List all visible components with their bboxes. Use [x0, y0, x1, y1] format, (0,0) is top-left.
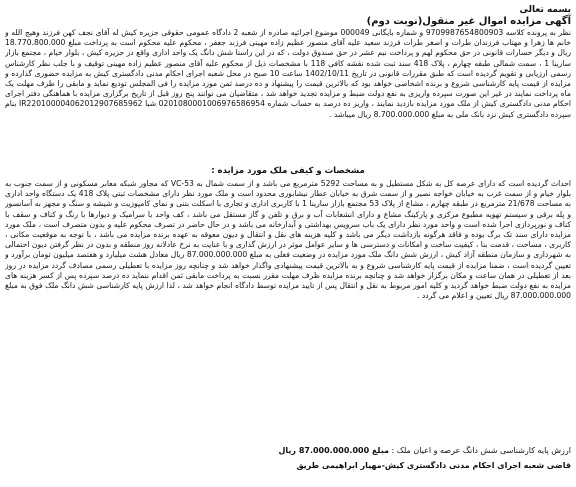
notice-paragraph-1: نظر به پرونده کلاسه 9709987654800903 و شماره بایگانی 000049 موضوع اجرائیه صادره از شعبه 2 دادگاه عمومی حقوقی جزیره کیش له آقای نجف کهن فرزند وهیج الله و خانم ها زهرا و مهتاب فرزندان طرات و اصغر طرات فرزند سعید علیه آقای منصور عظیم زاده مهینی فرزند جعفر ، محکوم علیه محکوم است به پرداخت مبلغ 18.770.800.000 ریال و دیگر خسارات قانونی در حق محکوم لهم و پرداخت نیم عشر در حق صندوق دولت ، که در این راستا شش دانگ یک واحد اداری واقع در جزیره کیش ، بلوار خیام ، مجتمع بازار سارینا 1 ، سمت شمالی طبقه چهارم ، پلاک 418 سند ثبت شده نقشه کافی 118 با مشخصات ذیل از محکوم علیه آقای منصور عظیم زاده مهینی توقیف و با جلب نظر کارشناس رسمی ارزیابی و تقویم گردیده است که طبق مقررات قانونی در تاریخ 1402/10/11 ساعت 10 صبح در محل شعبه اجرای احکام مدنی دادگستری کیش به مزایده حضوری گذارده و مزایده از قیمت پایه کارشناسی شروع و برنده اشخاصی خواهد بود که بالاترین قیمت را پیشنهاد و ده درصد ثمن مورد مزایده را فی المجلس تودیع نماید و مابقی را ظرف مهلت یک ماه پرداخت نمایند در غیر این صورت سپرده واریزی به نفع دولت ضبط و مزایده تجدید خواهد شد ، متقاضیان می توانند پنج روز قبل از تاریخ برگزاری مزایده با هماهنگی دفتر اجرای احکام مدنی دادگستری کیش از ملک مورد مزایده بازدید نمایند ، واریز ده درصد به حساب شماره 0201080001006976586954 شبا IR220100004062012907685962 بنام سپرده دادگستری کیش نزد بانک ملی به مبلغ 8.700.000.000 ریال میباشد . [5, 28, 571, 119]
property-specs-heading: مشخصات و کیفی ملک مورد مزایده : [211, 166, 365, 176]
notice-paragraph-2: احداث گردیده است که دارای عرصه کل به شکل مستطیل و به مساحت 5292 مترمربع می باشد و از سمت شمال به VC-53 که مجاور شبکه معابر مسکونی و از سمت جنوب به بلوار خیام و از سمت غرب به خیابان خواجه نصیر و از سمت شرق به خیابان عطار نیشابوری محدود است و ملک مورد نظر دارای مشخصات ثبتی پلاک 418 یک دستگاه واحد اداری به مساحت 21/678 مترمربع در طبقه چهارم ، مشاع از پلاک 53 مجتمع بازار سارینا 1 با کاربری اداری و تجاری با اسکلت بتنی و نمای کامپوزیت و شیشه و سنگ و مجهز به آسانسور و پله برقی و سیستم تهویه مطبوع مرکزی و پارکینگ مشاع و دارای انشعابات آب و برق و تلفن و گاز مستقل می باشد ، کف واحد با سرامیک و دیوارها با رنگ و کناف و سقف با کناف و نورپردازی اجرا شده است و واحد مورد نظر دارای یک باب سرویس بهداشتی و آبدارخانه می باشد و در حال حاضر در تصرف محکوم علیه و بدون متصرف است ، ملک مورد مزایده دارای سند تک برگ بوده و فاقد هرگونه بازداشت دیگر می باشد و کلیه هزینه های نقل و انتقال و دیون معوقه به عهده برنده مزایده می باشد ، با توجه به موقعیت مکانی ، کاربری ، مساحت ، قدمت بنا ، کیفیت ساخت و امکانات و دسترسی ها و سایر عوامل موثر در ارزش گذاری و با عنایت به نرخ عادلانه روز منطقه و بدون در نظر گرفتن دیون احتمالی به شهرداری و سازمان منطقه آزاد کیش ، ارزش شش دانگ ملک مورد مزایده در وضعیت فعلی به مبلغ 87.000.000.000 ریال معادل هشت میلیارد و هفتصد میلیون تومان برآورد و تعیین گردیده است ، ضمنا مزایده از قیمت پایه کارشناسی شروع و به بالاترین قیمت پیشنهادی واگذار خواهد شد و چنانچه روز مزایده با تعطیلی رسمی مصادف گردد مزایده در روز بعد از تعطیلی در همان ساعت و مکان برگزار خواهد شد و چنانچه برنده مزایده ظرف مهلت مقرر نسبت به پرداخت مابقی ثمن اقدام ننماید ده درصد سپرده پس از کسر هزینه های مزایده به نفع دولت ضبط خواهد گردید و کلیه امور مربوط به نقل و انتقال پس از تایید مزایده توسط دادگاه انجام خواهد شد ، لذا ارزش پایه کارشناسی شش دانگ ملک فوق به مبلغ 87.000.000.000 ریال تعیین و اعلام می گردد . [5, 179, 571, 301]
basmala: بسمه تعالی [519, 5, 571, 15]
notice-header [5, 4, 571, 28]
base-value-line [5, 445, 571, 456]
judge-signature: قاضی شعبه اجرای احکام مدنی دادگستری کیش-مهیار ابراهیمی طریق [296, 461, 571, 470]
base-value-amount: مبلغ 87.000.000.000 ریال [278, 446, 389, 455]
notice-title: آگهی مزایده اموال غیر منقول(نوبت دوم) [366, 16, 571, 27]
base-value-label: ارزش پایه کارشناسی شش دانگ عرصه و اعیان ملک : [391, 446, 571, 455]
